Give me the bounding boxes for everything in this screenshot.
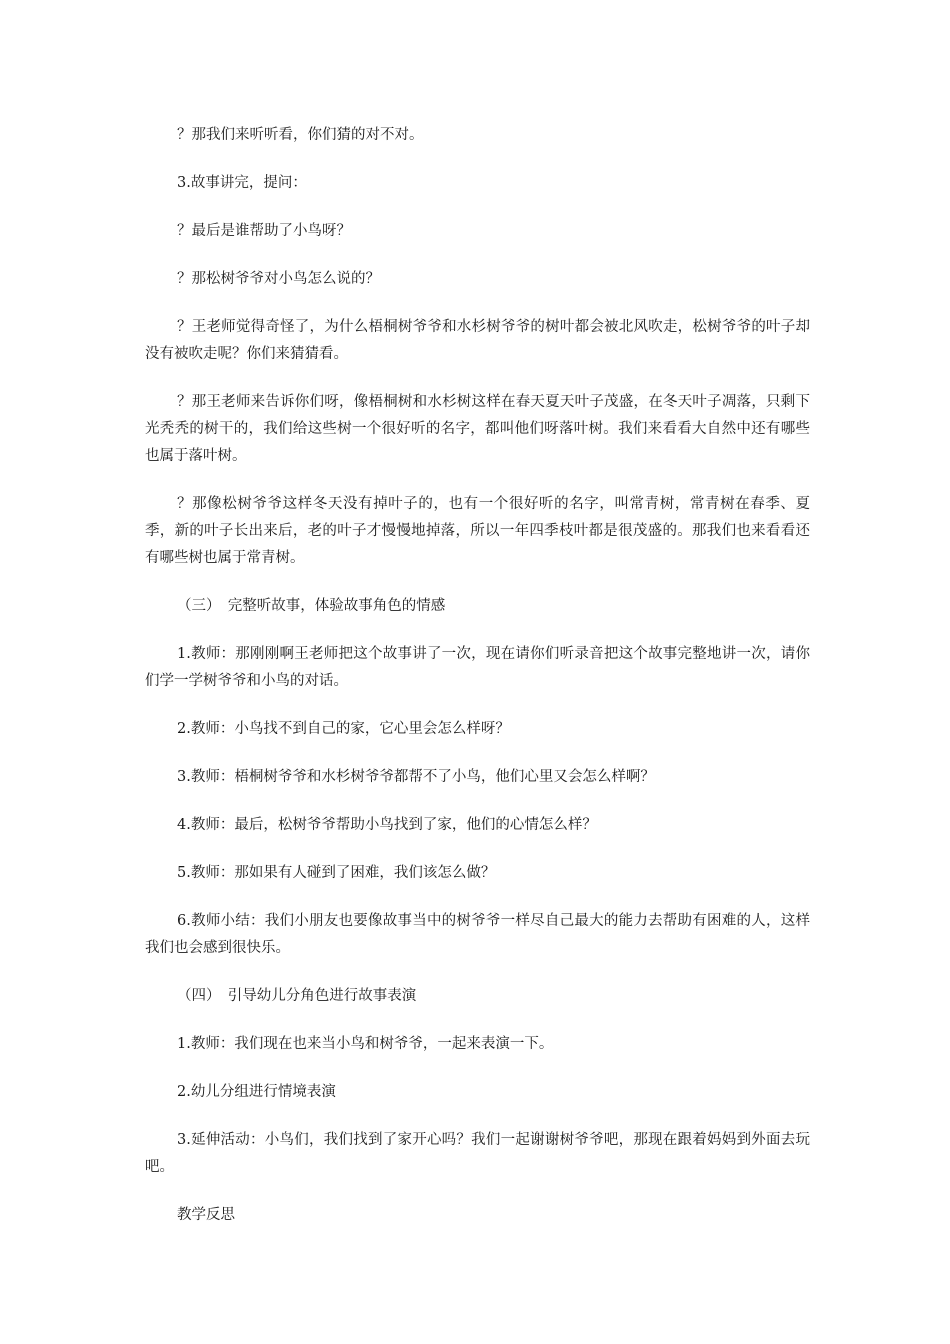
paragraph-teacher-summary: 6.教师小结：我们小朋友也要像故事当中的树爷爷一样尽自己最大的能力去帮助有困难的人，这样我们也会感到很快乐。 xyxy=(145,913,810,956)
section-heading-three: （三） 完整听故事，体验故事角色的情感 xyxy=(177,598,446,614)
paragraph-who-helped: ？最后是谁帮助了小鸟呀？ xyxy=(177,223,351,239)
document-body xyxy=(145,122,810,1250)
paragraph-performance-2: 2.幼儿分组进行情境表演 xyxy=(177,1084,336,1100)
section-heading-reflection: 教学反思 xyxy=(177,1207,235,1223)
paragraph-teacher-3: 3.教师：梧桐树爷爷和水杉树爷爷都帮不了小鸟，他们心里又会怎么样啊？ xyxy=(177,769,655,785)
paragraph-pine-said: ？那松树爷爷对小鸟怎么说的？ xyxy=(177,271,380,287)
paragraph-extension-activity: 3.延伸活动：小鸟们，我们找到了家开心吗？我们一起谢谢树爷爷吧，那现在跟着妈妈到外面去玩吧。 xyxy=(145,1132,810,1175)
paragraph-teacher-2: 2.教师：小鸟找不到自己的家，它心里会怎么样呀？ xyxy=(177,721,510,737)
paragraph-teacher-wonders: ？王老师觉得奇怪了，为什么梧桐树爷爷和水杉树爷爷的树叶都会被北风吹走，松树爷爷的叶子却没有被吹走呢？你们来猜猜看。 xyxy=(145,319,810,362)
paragraph-evergreen-trees: ？那像松树爷爷这样冬天没有掉叶子的，也有一个很好听的名字，叫常青树，常青树在春季、夏季，新的叶子长出来后，老的叶子才慢慢地掉落，所以一年四季枝叶都是很茂盛的。那我们也来看看还有哪些树也属于常青树。 xyxy=(145,496,810,566)
paragraph-teacher-4: 4.教师：最后，松树爷爷帮助小鸟找到了家，他们的心情怎么样？ xyxy=(177,817,597,833)
section-heading-four: （四） 引导幼儿分角色进行故事表演 xyxy=(177,988,417,1004)
paragraph-teacher-1: 1.教师：那刚刚啊王老师把这个故事讲了一次，现在请你们听录音把这个故事完整地讲一次，请你们学一学树爷爷和小鸟的对话。 xyxy=(145,646,810,689)
paragraph-teacher-5: 5.教师：那如果有人碰到了困难，我们该怎么做？ xyxy=(177,865,496,881)
paragraph-guess-check: ？那我们来听听看，你们猜的对不对。 xyxy=(177,127,424,143)
paragraph-deciduous-trees: ？那王老师来告诉你们呀，像梧桐树和水杉树这样在春天夏天叶子茂盛，在冬天叶子凋落，只剩下光秃秃的树干的，我们给这些树一个很好听的名字，都叫他们呀落叶树。我们来看看大自然中还有哪些也属于落叶树。 xyxy=(145,394,810,464)
paragraph-performance-1: 1.教师：我们现在也来当小鸟和树爷爷，一起来表演一下。 xyxy=(177,1036,554,1052)
paragraph-story-question-heading: 3.故事讲完，提问： xyxy=(177,175,307,191)
